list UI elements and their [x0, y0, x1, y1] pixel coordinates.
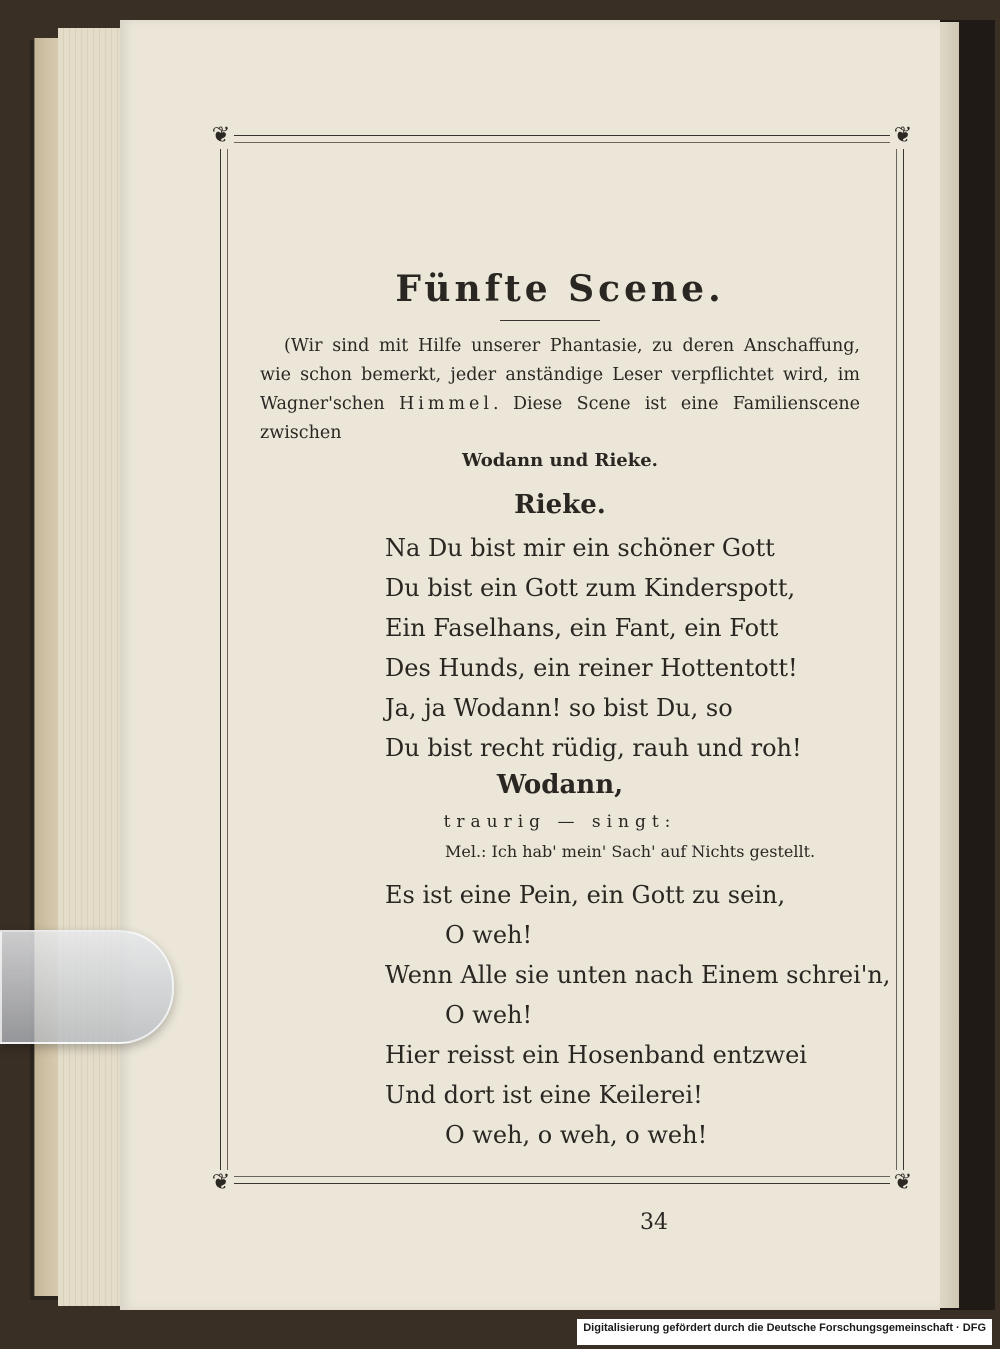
stage-direction-text-1: (Wir sind mit Hilfe unserer Phantasie, zu deren Anschaffung, wie schon bemerkt, jeder anständige Leser verpflichtet wird, im Wagner'schen	[260, 336, 860, 414]
verse-line: Du bist ein Gott zum Kinderspott,	[385, 574, 796, 602]
verse-refrain: O weh!	[445, 1001, 533, 1029]
stage-direction-text-2: . Diese Scene ist eine Familienscene zwischen	[260, 394, 860, 443]
scene-title: Fünfte Scene.	[395, 268, 725, 310]
verse-line: Des Hunds, ein reiner Hottentott!	[385, 654, 798, 682]
melody-note: Mel.: Ich hab' mein' Sach' auf Nichts gestellt.	[445, 842, 816, 861]
book-page	[120, 20, 940, 1310]
verse-line: Du bist recht rüdig, rauh und roh!	[385, 734, 802, 762]
verse-refrain: O weh, o weh, o weh!	[445, 1121, 708, 1149]
verse-line: Ein Faselhans, ein Fant, ein Fott	[385, 614, 779, 642]
verse-refrain: O weh!	[445, 921, 533, 949]
title-rule	[500, 320, 600, 321]
verse-line: Und dort ist eine Keilerei!	[385, 1081, 703, 1109]
stage-direction-emphasis: Himmel	[398, 394, 493, 414]
wodann-direction: traurig — singt:	[443, 812, 677, 832]
corner-ornament-icon: ❦	[208, 123, 234, 149]
speaker-rieke: Rieke.	[514, 490, 606, 520]
verse-line: Hier reisst ein Hosenband entzwei	[385, 1041, 807, 1069]
digitization-credit: Digitalisierung gefördert durch die Deutsche Forschungsgemeinschaft · DFG	[577, 1319, 992, 1345]
verse-line: Ja, ja Wodann! so bist Du, so	[385, 694, 733, 722]
speaker-wodann: Wodann,	[496, 770, 624, 800]
wodann-verse	[385, 875, 890, 1155]
rieke-verse	[385, 528, 802, 768]
verse-line: Na Du bist mir ein schöner Gott	[385, 534, 775, 562]
speakers-line: Wodann und Rieke.	[462, 450, 658, 471]
stage-direction	[260, 332, 860, 448]
corner-ornament-icon: ❦	[208, 1170, 234, 1196]
verse-line: Es ist eine Pein, ein Gott zu sein,	[385, 881, 786, 909]
verse-line: Wenn Alle sie unten nach Einem schrei'n,	[385, 961, 891, 989]
corner-ornament-icon: ❦	[890, 123, 916, 149]
page-number: 34	[640, 1210, 668, 1235]
page-content	[260, 260, 891, 1160]
corner-ornament-icon: ❦	[890, 1170, 916, 1196]
glass-page-holder	[0, 930, 174, 1044]
